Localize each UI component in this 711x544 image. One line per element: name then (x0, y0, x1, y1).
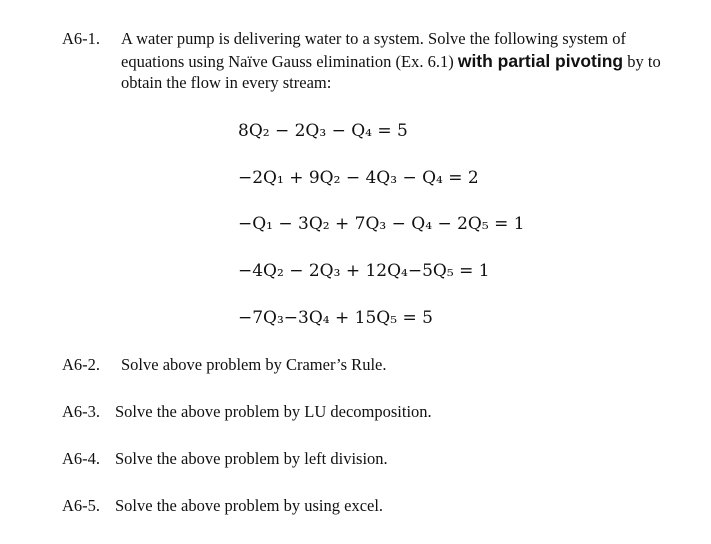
problem-a6-5-text: Solve the above problem by using excel. (115, 496, 384, 515)
problem-a6-1-line-2-end: by to (623, 52, 661, 71)
equation-5: −7Q₃−3Q₄ + 15Q₅ = 5 (238, 308, 433, 328)
problem-number-a6-3: A6-3. (62, 402, 101, 421)
problem-a6-1-line-1: A water pump is delivering water to a system. Solve the following system of (121, 29, 626, 48)
problem-a6-1-line-2-start: equations using Naïve Gauss elimination (Ex. 6.1) (121, 52, 458, 71)
equation-2: −2Q₁ + 9Q₂ − 4Q₃ − Q₄ = 2 (238, 168, 479, 188)
problem-a6-1-line-3: obtain the flow in every stream: (121, 73, 332, 92)
problem-number-a6-4: A6-4. (62, 449, 101, 468)
problem-number-a6-5: A6-5. (62, 496, 101, 515)
problem-number-a6-2: A6-2. (62, 355, 101, 374)
problem-a6-3-text: Solve the above problem by LU decomposition. (115, 402, 432, 421)
equation-4: −4Q₂ − 2Q₃ + 12Q₄−5Q₅ = 1 (238, 261, 490, 281)
problem-a6-4-text: Solve the above problem by left division. (115, 449, 388, 468)
equation-3: −Q₁ − 3Q₂ + 7Q₃ − Q₄ − 2Q₅ = 1 (238, 214, 525, 234)
equation-1: 8Q₂ − 2Q₃ − Q₄ = 5 (238, 121, 408, 141)
problem-a6-2-text: Solve above problem by Cramer’s Rule. (121, 355, 387, 374)
problem-number-a6-1: A6-1. (62, 29, 101, 48)
partial-pivoting-emphasis: with partial pivoting (457, 51, 624, 71)
problem-a6-1-line-2 (121, 50, 661, 73)
